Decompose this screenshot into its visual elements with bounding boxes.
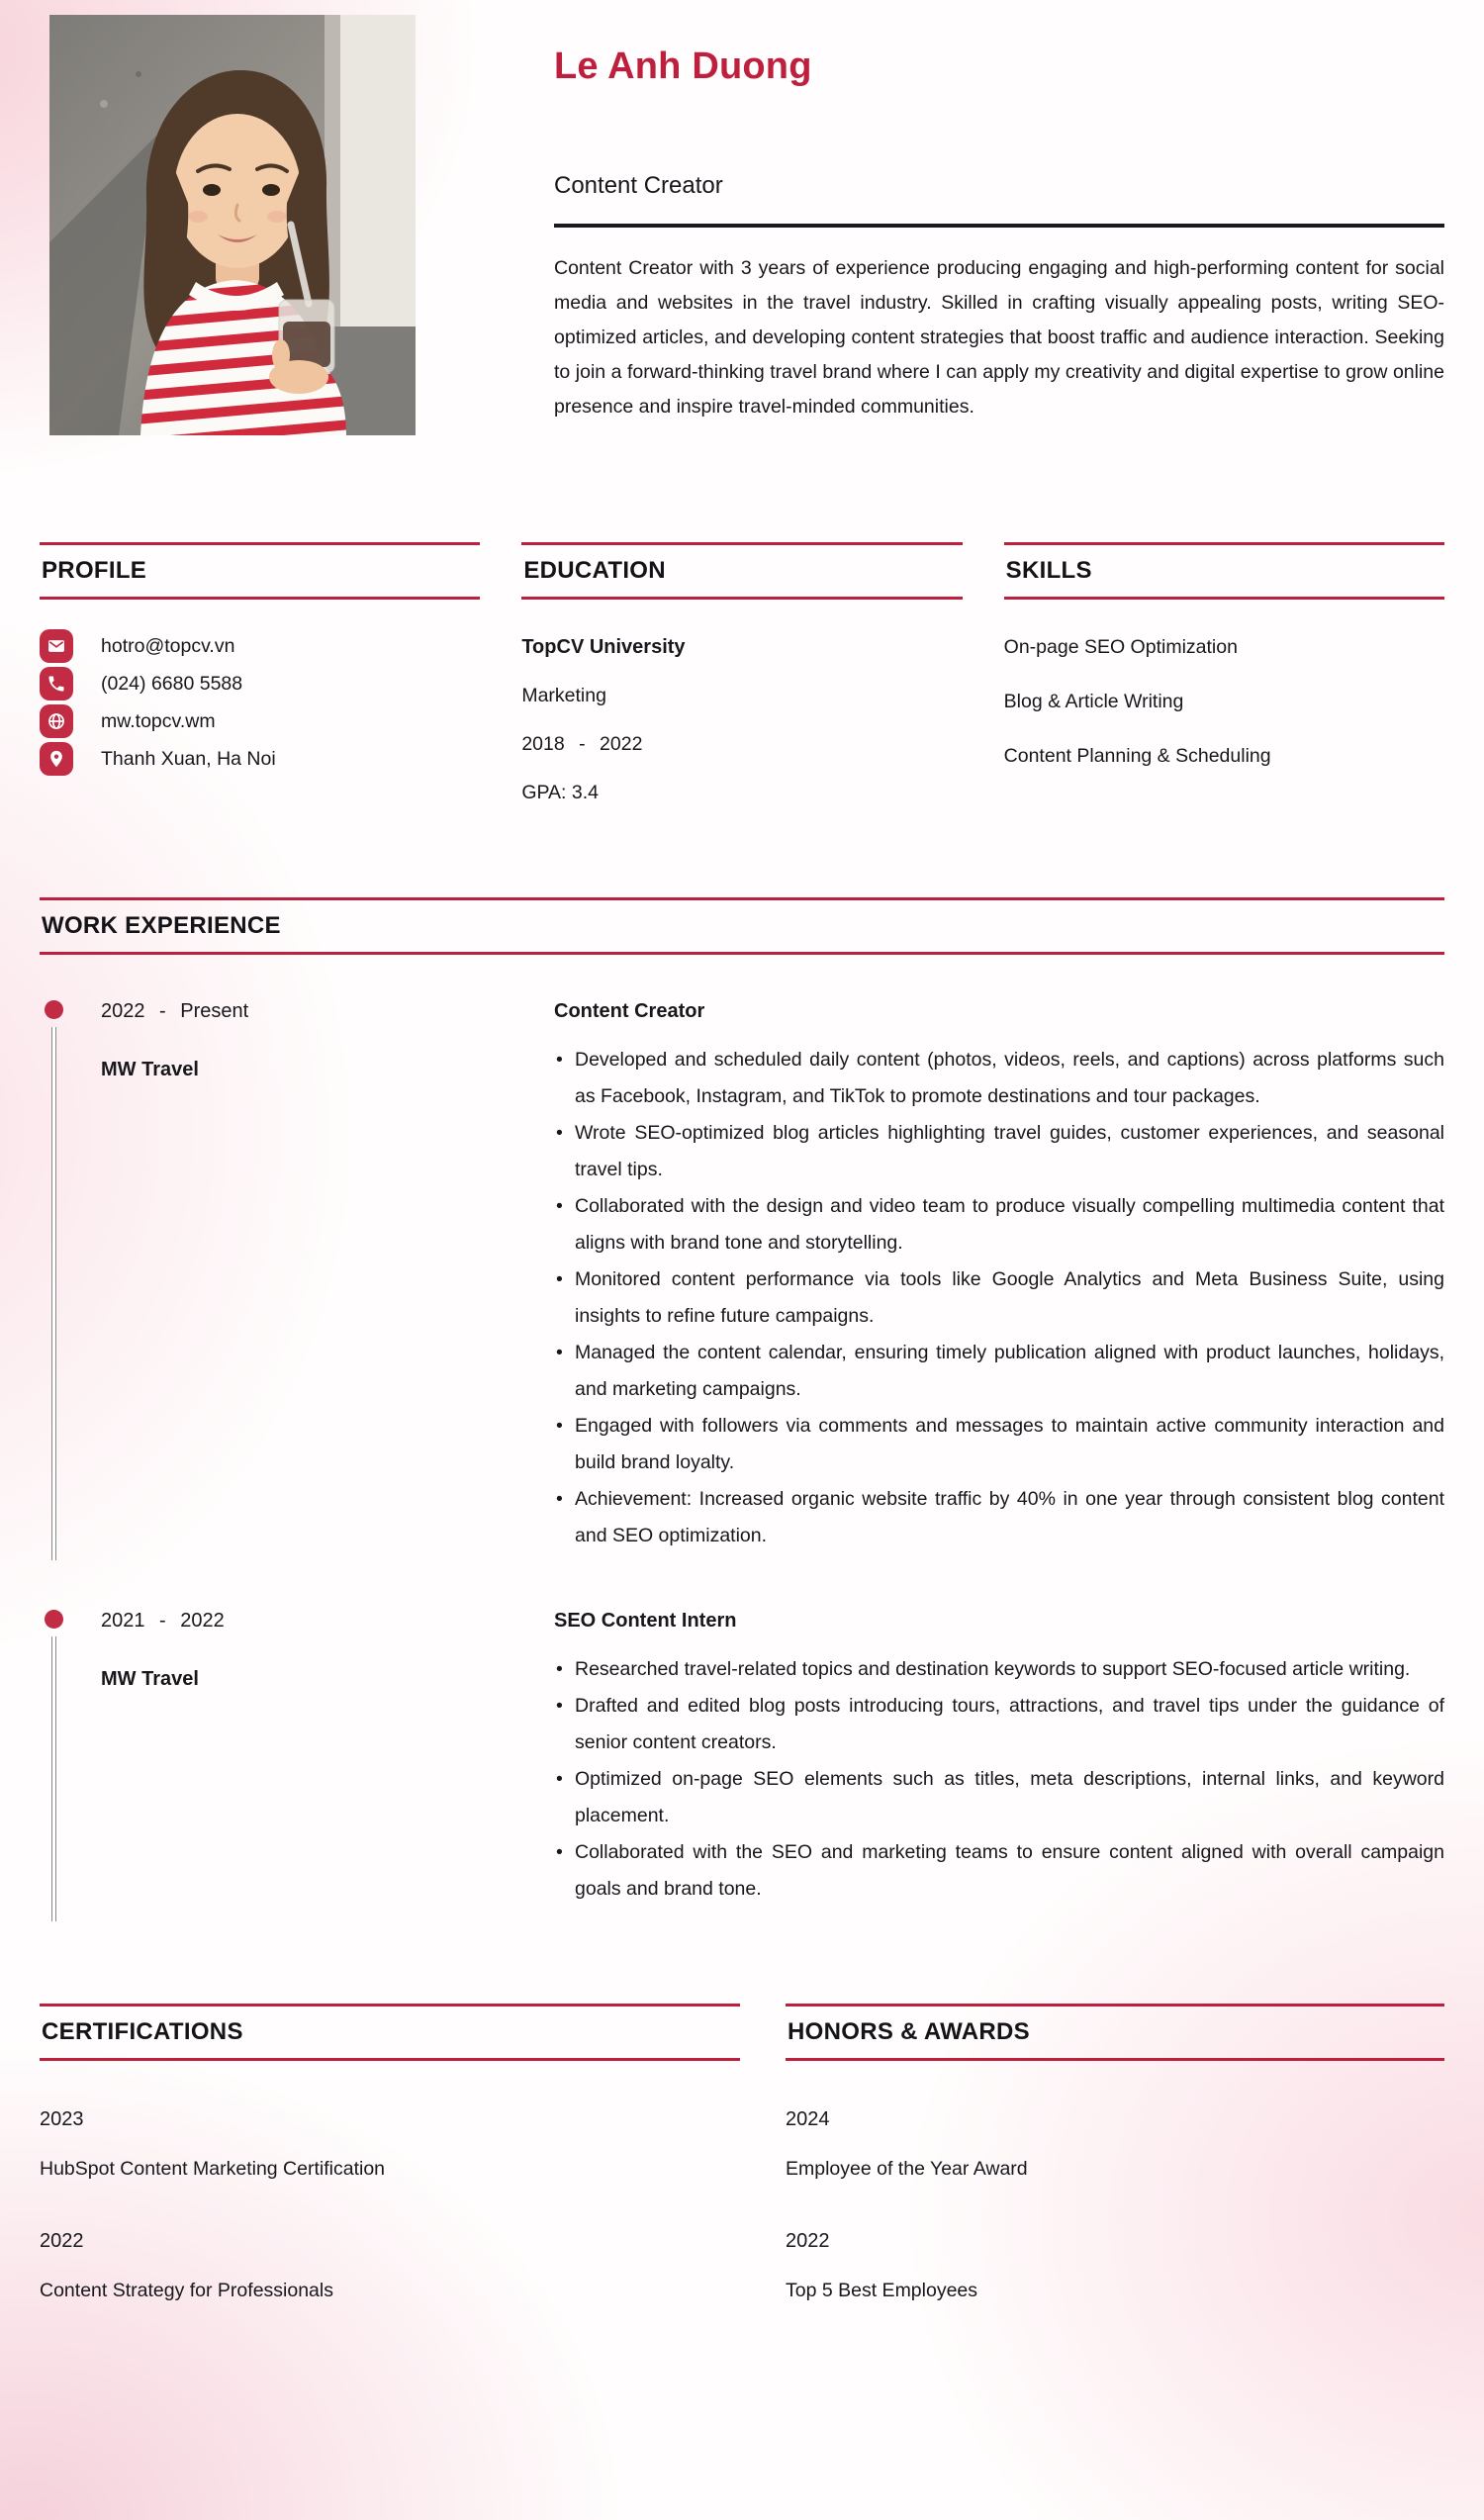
- work-bullet: • Developed and scheduled daily content (photos, videos, reels, and captions) across platforms such as Facebook, Instagram, and TikTok to promote destinations and tour packages.: [554, 1042, 1444, 1115]
- entry-right: [554, 1606, 1444, 1908]
- globe-icon: [40, 704, 73, 738]
- timeline: [40, 996, 101, 1554]
- certifications-heading: CERTIFICATIONS: [40, 2004, 740, 2061]
- skill-item: Content Planning & Scheduling: [1003, 745, 1271, 767]
- certifications-list: [40, 2105, 740, 2304]
- certification-year: 2022: [40, 2230, 84, 2252]
- contact-text: mw.topcv.wm: [101, 709, 216, 732]
- entry-role: Content Creator: [554, 1000, 705, 1022]
- bullet-list: [554, 1651, 1444, 1908]
- work-bullet: • Collaborated with the SEO and marketing teams to ensure content aligned with overall campaign goals and brand tone.: [554, 1834, 1444, 1908]
- work-entry: [40, 996, 1444, 1554]
- title-divider: [554, 224, 1444, 228]
- honors-list: [786, 2105, 1444, 2304]
- honor-year: 2024: [786, 2108, 830, 2130]
- education-major: Marketing: [521, 685, 606, 706]
- work-bullet: • Monitored content performance via tools like Google Analytics and Meta Business Suite, using insights to refine future campaigns.: [554, 1261, 1444, 1335]
- education-period: 2018 - 2022: [521, 733, 643, 755]
- work-bullet: • Achievement: Increased organic website traffic by 40% in one year through consistent blog content and SEO optimization.: [554, 1481, 1444, 1554]
- phone-icon: [40, 667, 73, 700]
- honors-section: [786, 2004, 1444, 2304]
- work-bullet: • Wrote SEO-optimized blog articles highlighting travel guides, customer experiences, and seasonal travel tips.: [554, 1115, 1444, 1188]
- header: [0, 0, 1484, 435]
- contact-text: (024) 6680 5588: [101, 672, 243, 695]
- profile-photo: [49, 15, 416, 435]
- honor-item: [786, 2227, 1444, 2304]
- work-bullet: • Optimized on-page SEO elements such as titles, meta descriptions, internal links, and keyword placement.: [554, 1761, 1444, 1834]
- portrait-illustration: [49, 15, 416, 435]
- skill-item: On-page SEO Optimization: [1003, 636, 1238, 658]
- honor-name: Top 5 Best Employees: [786, 2280, 978, 2301]
- work-bullet: • Engaged with followers via comments and messages to maintain active community interaction and build brand loyalty.: [554, 1408, 1444, 1481]
- timeline-dot: [45, 1000, 63, 1019]
- education-gpa: GPA: 3.4: [521, 782, 600, 803]
- education-school: TopCV University: [521, 636, 686, 658]
- work-bullet: • Managed the content calendar, ensuring timely publication aligned with product launches, holidays, and marketing campaigns.: [554, 1335, 1444, 1408]
- certification-name: HubSpot Content Marketing Certification: [40, 2158, 386, 2180]
- work-entry: [40, 1606, 1444, 1908]
- honor-item: [786, 2105, 1444, 2183]
- profile-heading: PROFILE: [40, 542, 480, 600]
- honor-year: 2022: [786, 2230, 830, 2252]
- entry-period: 2021 - 2022: [101, 1610, 225, 1632]
- certification-year: 2023: [40, 2108, 84, 2130]
- contact-text: hotro@topcv.vn: [101, 634, 235, 657]
- entry-role: SEO Content Intern: [554, 1610, 737, 1632]
- job-title: Content Creator: [554, 172, 723, 199]
- entry-period: 2022 - Present: [101, 1000, 249, 1022]
- contact-text: Thanh Xuan, Ha Noi: [101, 747, 276, 770]
- entry-left: [101, 996, 554, 1554]
- contact-row: [40, 629, 480, 663]
- entry-company: MW Travel: [101, 1059, 199, 1080]
- timeline-line: [51, 1636, 56, 1921]
- entry-company: MW Travel: [101, 1668, 199, 1690]
- info-columns: [0, 542, 1484, 806]
- bullet-list: [554, 1042, 1444, 1554]
- profile-section: [40, 542, 480, 806]
- location-icon: [40, 742, 73, 776]
- work-bullet: • Collaborated with the design and video team to produce visually compelling multimedia content that aligns with brand tone and storytelling.: [554, 1188, 1444, 1261]
- summary-text: Content Creator with 3 years of experience producing engaging and high-performing content for social media and websites in the travel industry. Skilled in crafting visually appealing posts, writing SEO-optimized articles, and developing content strategies that boost traffic and audience interaction. Seeking to join a forward-thinking travel brand where I can apply my creativity and digital expertise to grow online presence and inspire travel-minded communities.: [554, 257, 1444, 418]
- work-experience-section: [0, 897, 1484, 1908]
- skills-section: [1004, 542, 1444, 806]
- contact-row: [40, 704, 480, 738]
- bottom-columns: [0, 2004, 1484, 2304]
- contact-row: [40, 742, 480, 776]
- work-bullet: • Drafted and edited blog posts introducing tours, attractions, and travel tips under the guidance of senior content creators.: [554, 1688, 1444, 1761]
- entry-right: [554, 996, 1444, 1554]
- header-text: [554, 15, 1444, 435]
- person-name: Le Anh Duong: [554, 46, 812, 87]
- contact-list: [40, 629, 480, 776]
- contact-row: [40, 667, 480, 700]
- certification-item: [40, 2227, 740, 2304]
- certification-item: [40, 2105, 740, 2183]
- timeline: [40, 1606, 101, 1908]
- honors-heading: HONORS & AWARDS: [786, 2004, 1444, 2061]
- timeline-dot: [45, 1610, 63, 1629]
- certifications-section: [40, 2004, 740, 2304]
- work-experience-heading: WORK EXPERIENCE: [40, 897, 1444, 955]
- honor-name: Employee of the Year Award: [786, 2158, 1028, 2180]
- skill-item: Blog & Article Writing: [1003, 691, 1184, 712]
- skills-heading: SKILLS: [1004, 542, 1444, 600]
- education-section: [521, 542, 962, 806]
- work-bullet: • Researched travel-related topics and destination keywords to support SEO-focused article writing.: [554, 1651, 1444, 1688]
- skills-list: [1004, 633, 1444, 770]
- timeline-line: [51, 1027, 56, 1560]
- email-icon: [40, 629, 73, 663]
- work-entries: [40, 996, 1444, 1908]
- entry-left: [101, 1606, 554, 1908]
- education-heading: EDUCATION: [521, 542, 962, 600]
- certification-name: Content Strategy for Professionals: [40, 2280, 333, 2301]
